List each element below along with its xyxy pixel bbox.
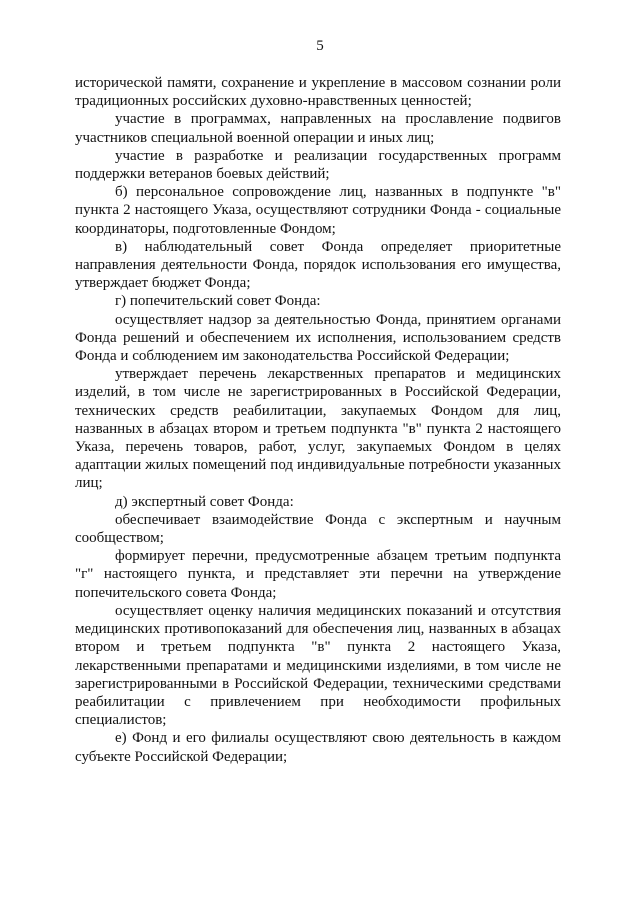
paragraph-oversight: осуществляет надзор за деятельностью Фонда, принятием органами Фонда решений и обеспечением их исполнения, использованием средств Фонда и соблюдением им законодательства Российской Федерации; xyxy=(75,311,561,365)
paragraph-veteran-support-programs: участие в разработке и реализации государственных программ поддержки ветеранов боевых действий; xyxy=(75,147,561,183)
paragraph-expert-interaction: обеспечивает взаимодействие Фонда с экспертным и научным сообществом; xyxy=(75,511,561,547)
paragraph-item-g-trustee-board: г) попечительский совет Фонда: xyxy=(115,293,321,310)
paragraph-item-d-expert-council: д) экспертный совет Фонда: xyxy=(115,493,294,510)
paragraph-item-b-personal-support: б) персональное сопровождение лиц, названных в подпункте "в" пункта 2 настоящего Указа, осуществляют сотрудники Фонда - социальные координаторы, подготовленные Фондом; xyxy=(75,184,561,237)
paragraph-medical-assessment: осуществляет оценку наличия медицинских показаний и отсутствия медицинских противопоказаний для обеспечения лиц, названных в абзацах втором и третьем подпункта "в" пункта 2 настоящего Указа, лекарственными препаратами и медицинскими изделиями, в том числе не зарегистрированными в Российской Федерации, техническими средствами реабилитации с привлечением при необходимости профильных специалистов; xyxy=(75,602,561,729)
document-body xyxy=(75,74,561,766)
page-number: 5 xyxy=(316,38,324,54)
paragraph-glorification-programs: участие в программах, направленных на прославление подвигов участников специальной военной операции и иных лиц; xyxy=(75,111,561,146)
paragraph-historical-memory: исторической памяти, сохранение и укрепление в массовом сознании роли традиционных российских духовно-нравственных ценностей; xyxy=(75,75,561,110)
paragraph-approves-medicines-list: утверждает перечень лекарственных препаратов и медицинских изделий, в том числе не зарегистрированных в Российской Федерации, технических средств реабилитации, закупаемых Фондом для лиц, названных в абзацах втором и третьем подпункта "в" пункта 2 настоящего Указа, перечень товаров, работ, услуг, закупаемых Фондом в целях адаптации жилых помещений под индивидуальные потребности указанных лиц; xyxy=(75,366,561,492)
paragraph-item-e-branches: е) Фонд и его филиалы осуществляют свою деятельность в каждом субъекте Российской Федерации; xyxy=(75,730,561,765)
paragraph-item-v-supervisory-board: в) наблюдательный совет Фонда определяет приоритетные направления деятельности Фонда, порядок использования его имущества, утверждает бюджет Фонда; xyxy=(75,238,561,292)
paragraph-forms-lists: формирует перечни, предусмотренные абзацем третьим подпункта "г" настоящего пункта, и представляет эти перечни на утверждение попечительского совета Фонда; xyxy=(75,548,561,601)
